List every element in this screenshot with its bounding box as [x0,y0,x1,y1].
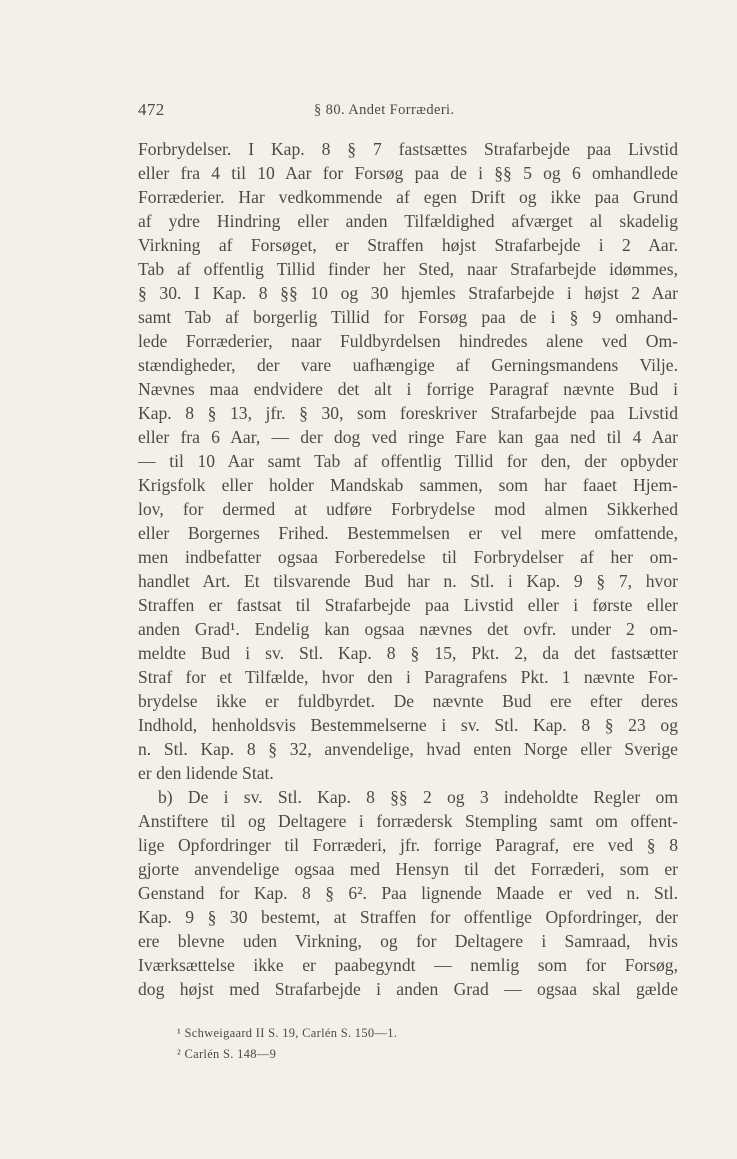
text-line: lede Forræderier, naar Fuldbyrdelsen hindredes alene ved Om- [138,331,678,351]
text-line: er den lidende Stat. [138,763,274,783]
text-line: handlet Art. Et tilsvarende Bud har n. Stl. i Kap. 9 § 7, hvor [138,571,678,591]
text-line: Iværksættelse ikke er paabegyndt — nemlig som for Forsøg, [138,955,678,975]
text-line: n. Stl. Kap. 8 § 32, anvendelige, hvad enten Norge eller Sverige [138,739,678,759]
text-line: Anstiftere til og Deltagere i forrædersk Stempling samt om offent- [138,811,678,831]
text-line: b) De i sv. Stl. Kap. 8 §§ 2 og 3 indeholdte Regler om [158,787,678,807]
text-line: eller Borgernes Frihed. Bestemmelsen er vel mere omfattende, [138,523,678,543]
text-line: meldte Bud i sv. Stl. Kap. 8 § 15, Pkt. 2, da det fastsætter [138,643,678,663]
text-line: gjorte anvendelige ogsaa med Hensyn til det Forræderi, som er [138,859,678,879]
text-line: dog højst med Strafarbejde i anden Grad — ogsaa skal gælde [138,979,678,999]
text-line: Kap. 8 § 13, jfr. § 30, som foreskriver Strafarbejde paa Livstid [138,403,678,423]
text-line: Nævnes maa endvidere det alt i forrige Paragraf nævnte Bud i [138,379,678,399]
text-line: Straf for et Tilfælde, hvor den i Paragrafens Pkt. 1 nævnte For- [138,667,678,687]
footnote: ² Carlén S. 148—9 [177,1047,277,1061]
text-line: men indbefatter ogsaa Forberedelse til Forbrydelser af her om- [138,547,678,567]
text-line: eller fra 4 til 10 Aar for Forsøg paa de i §§ 5 og 6 omhandlede [138,163,678,183]
text-line: Krigsfolk eller holder Mandskab sammen, som har faaet Hjem- [138,475,678,495]
text-line: Kap. 9 § 30 bestemt, at Straffen for offentlige Opfordringer, der [138,907,678,927]
text-line: stændigheder, der vare uafhængige af Gerningsmandens Vilje. [138,355,678,375]
page-number: 472 [138,100,165,119]
text-line: samt Tab af borgerlig Tillid for Forsøg paa de i § 9 omhand- [138,307,678,327]
text-line: anden Grad¹. Endelig kan ogsaa nævnes det ovfr. under 2 om- [138,619,678,639]
text-line: ere blevne uden Virkning, og for Deltagere i Samraad, hvis [138,931,678,951]
page-header [138,100,678,124]
text-line: lige Opfordringer til Forræderi, jfr. forrige Paragraf, ere ved § 8 [138,835,678,855]
text-line: eller fra 6 Aar, — der dog ved ringe Fare kan gaa ned til 4 Aar [138,427,678,447]
text-line: Forræderier. Har vedkommende af egen Drift og ikke paa Grund [138,187,678,207]
text-line: Tab af offentlig Tillid finder her Sted, naar Strafarbejde idømmes, [138,259,678,279]
body-text [138,137,678,1001]
footnote: ¹ Schweigaard II S. 19, Carlén S. 150—1. [177,1026,398,1040]
text-line: § 30. I Kap. 8 §§ 10 og 30 hjemles Strafarbejde i højst 2 Aar [138,283,678,303]
text-line: — til 10 Aar samt Tab af offentlig Tillid for den, der opbyder [138,451,678,471]
text-line: lov, for dermed at udføre Forbrydelse mod almen Sikkerhed [138,499,678,519]
text-line: Forbrydelser. I Kap. 8 § 7 fastsættes Strafarbejde paa Livstid [138,139,678,159]
text-line: af ydre Hindring eller anden Tilfældighed afværget al skadelig [138,211,678,231]
text-line: Straffen er fastsat til Strafarbejde paa Livstid eller i første eller [138,595,678,615]
text-line: Genstand for Kap. 8 § 6². Paa lignende Maade er ved n. Stl. [138,883,678,903]
text-line: Indhold, henholdsvis Bestemmelserne i sv. Stl. Kap. 8 § 23 og [138,715,678,735]
text-line: brydelse ikke er fuldbyrdet. De nævnte Bud ere efter deres [138,691,678,711]
text-line: Virkning af Forsøget, er Straffen højst Strafarbejde i 2 Aar. [138,235,678,255]
footnotes [177,1023,577,1065]
running-head: § 80. Andet Forræderi. [314,102,455,118]
